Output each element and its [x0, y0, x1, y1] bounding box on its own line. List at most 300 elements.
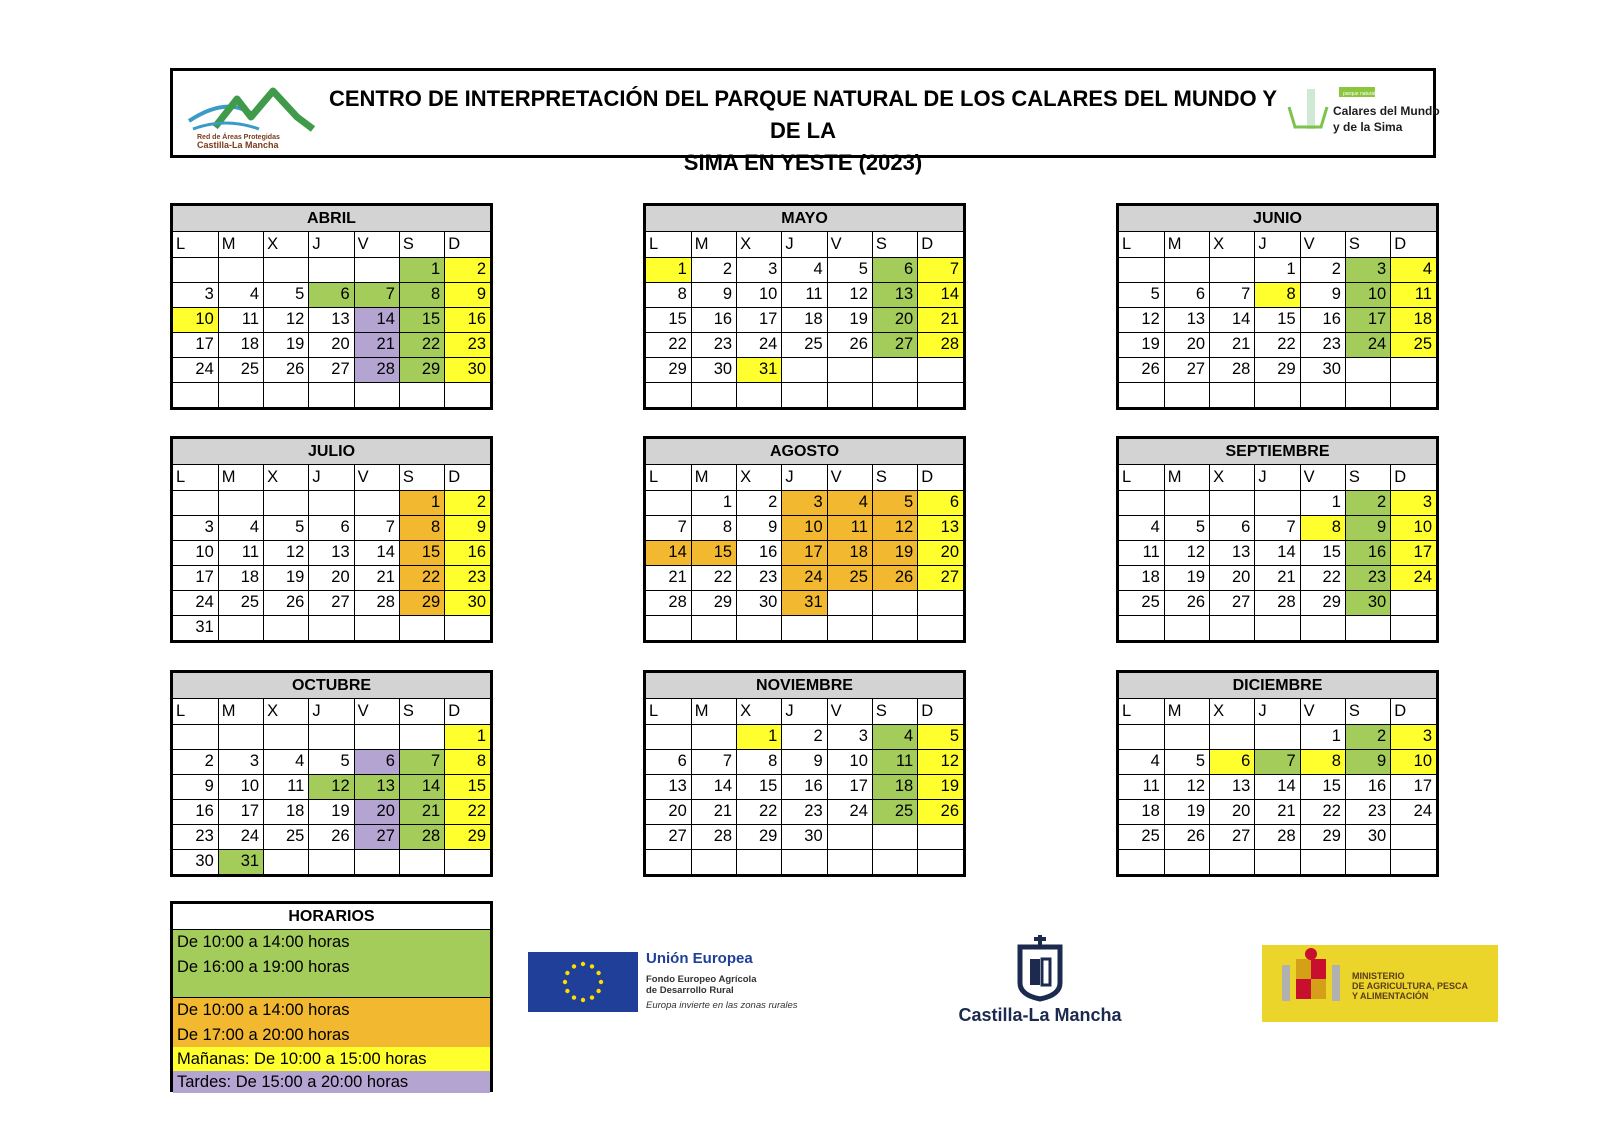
- day-cell: 22: [646, 332, 691, 357]
- weekday-header: V: [1300, 232, 1345, 257]
- day-cell: 8: [399, 515, 444, 540]
- day-cell: [1391, 590, 1436, 615]
- day-cell: 8: [399, 282, 444, 307]
- day-cell: [264, 615, 309, 640]
- week-row: [646, 307, 963, 332]
- day-cell: [646, 615, 691, 640]
- day-cell: 26: [827, 332, 872, 357]
- day-cell: 5: [827, 257, 872, 282]
- weekday-header-row: [173, 699, 490, 724]
- schedule-title: HORARIOS: [173, 904, 490, 930]
- day-cell: 13: [918, 515, 963, 540]
- day-cell: 14: [399, 774, 444, 799]
- day-cell: 7: [1210, 282, 1255, 307]
- weekday-header: S: [872, 465, 917, 490]
- month-diciembre: [1116, 670, 1439, 877]
- day-cell: [1210, 382, 1255, 407]
- week-row: [646, 565, 963, 590]
- day-cell: 18: [827, 540, 872, 565]
- day-cell: 2: [1345, 490, 1390, 515]
- schedule-yellow: [173, 1047, 490, 1071]
- day-cell: 26: [1164, 590, 1209, 615]
- day-cell: 19: [264, 565, 309, 590]
- day-cell: 23: [782, 799, 827, 824]
- weekday-header: S: [1345, 232, 1390, 257]
- day-cell: 11: [1119, 774, 1164, 799]
- day-cell: 29: [445, 824, 490, 849]
- day-cell: 13: [1210, 774, 1255, 799]
- day-cell: [1164, 724, 1209, 749]
- day-cell: 21: [1255, 565, 1300, 590]
- week-row: [646, 515, 963, 540]
- day-cell: [691, 615, 736, 640]
- day-cell: 16: [1300, 307, 1345, 332]
- weekday-header: L: [646, 465, 691, 490]
- week-row: [173, 515, 490, 540]
- eu-title: Unión Europea: [646, 950, 753, 967]
- svg-text:parque natural: parque natural: [1343, 91, 1376, 97]
- schedule-purple: [173, 1071, 490, 1093]
- day-cell: 3: [782, 490, 827, 515]
- day-cell: [737, 849, 782, 874]
- svg-text:Calares del Mundo: Calares del Mundo: [1333, 104, 1440, 118]
- day-cell: 14: [1255, 774, 1300, 799]
- weekday-header: J: [309, 699, 354, 724]
- month-table: [1119, 232, 1436, 407]
- day-cell: [1255, 724, 1300, 749]
- day-cell: 17: [173, 565, 218, 590]
- day-cell: [354, 849, 399, 874]
- day-cell: 26: [918, 799, 963, 824]
- week-row: [173, 382, 490, 407]
- week-row: [646, 749, 963, 774]
- day-cell: [1210, 257, 1255, 282]
- day-cell: 3: [737, 257, 782, 282]
- day-cell: 3: [218, 749, 263, 774]
- week-row: [173, 257, 490, 282]
- day-cell: 8: [691, 515, 736, 540]
- day-cell: 8: [445, 749, 490, 774]
- weekday-header-row: [1119, 232, 1436, 257]
- day-cell: 4: [218, 515, 263, 540]
- day-cell: 5: [872, 490, 917, 515]
- weekday-header: J: [1255, 465, 1300, 490]
- schedule-yellow-line: Mañanas: De 10:00 a 15:00 horas: [177, 1050, 427, 1068]
- day-cell: [354, 490, 399, 515]
- day-cell: 13: [309, 540, 354, 565]
- week-row: [1119, 749, 1436, 774]
- day-cell: 14: [354, 307, 399, 332]
- day-cell: [399, 382, 444, 407]
- day-cell: [737, 615, 782, 640]
- weekday-header: X: [1210, 232, 1255, 257]
- day-cell: 1: [691, 490, 736, 515]
- day-cell: 29: [399, 590, 444, 615]
- day-cell: 30: [691, 357, 736, 382]
- day-cell: 1: [399, 490, 444, 515]
- day-cell: 4: [782, 257, 827, 282]
- day-cell: 25: [782, 332, 827, 357]
- day-cell: 22: [399, 332, 444, 357]
- day-cell: 6: [918, 490, 963, 515]
- day-cell: 20: [646, 799, 691, 824]
- day-cell: 20: [918, 540, 963, 565]
- day-cell: [173, 490, 218, 515]
- day-cell: 19: [918, 774, 963, 799]
- day-cell: [1210, 849, 1255, 874]
- day-cell: 14: [918, 282, 963, 307]
- day-cell: [309, 257, 354, 282]
- day-cell: [1255, 849, 1300, 874]
- day-cell: [354, 724, 399, 749]
- weekday-header: D: [445, 699, 490, 724]
- day-cell: [445, 615, 490, 640]
- day-cell: 10: [1391, 749, 1436, 774]
- day-cell: [1119, 615, 1164, 640]
- day-cell: 9: [691, 282, 736, 307]
- month-name: NOVIEMBRE: [646, 673, 963, 699]
- week-row: [173, 565, 490, 590]
- day-cell: 9: [173, 774, 218, 799]
- day-cell: 22: [445, 799, 490, 824]
- day-cell: [399, 615, 444, 640]
- svg-text:Castilla-La Mancha: Castilla-La Mancha: [197, 140, 279, 150]
- day-cell: 6: [1164, 282, 1209, 307]
- day-cell: 25: [872, 799, 917, 824]
- day-cell: 5: [264, 282, 309, 307]
- day-cell: [827, 590, 872, 615]
- day-cell: 13: [354, 774, 399, 799]
- day-cell: 27: [872, 332, 917, 357]
- day-cell: [1255, 615, 1300, 640]
- weekday-header-row: [646, 232, 963, 257]
- day-cell: 4: [264, 749, 309, 774]
- day-cell: 30: [1300, 357, 1345, 382]
- weekday-header: J: [782, 699, 827, 724]
- day-cell: 27: [1210, 824, 1255, 849]
- day-cell: 17: [173, 332, 218, 357]
- day-cell: 11: [218, 540, 263, 565]
- week-row: [1119, 799, 1436, 824]
- day-cell: 16: [173, 799, 218, 824]
- day-cell: [1210, 490, 1255, 515]
- month-mayo: [643, 203, 966, 410]
- day-cell: 12: [1164, 774, 1209, 799]
- week-row: [646, 332, 963, 357]
- day-cell: 23: [445, 332, 490, 357]
- day-cell: 28: [354, 357, 399, 382]
- day-cell: 9: [1345, 515, 1390, 540]
- week-row: [173, 282, 490, 307]
- day-cell: [309, 615, 354, 640]
- day-cell: 15: [646, 307, 691, 332]
- schedule-orange: [173, 998, 490, 1047]
- month-name: ABRIL: [173, 206, 490, 232]
- day-cell: 23: [737, 565, 782, 590]
- day-cell: 30: [173, 849, 218, 874]
- month-julio: [170, 436, 493, 643]
- day-cell: 23: [1345, 565, 1390, 590]
- day-cell: 10: [782, 515, 827, 540]
- day-cell: [1345, 357, 1390, 382]
- day-cell: 7: [354, 515, 399, 540]
- day-cell: 7: [691, 749, 736, 774]
- day-cell: 3: [1391, 724, 1436, 749]
- day-cell: 15: [1300, 774, 1345, 799]
- weekday-header: M: [691, 232, 736, 257]
- day-cell: 5: [918, 724, 963, 749]
- day-cell: [173, 257, 218, 282]
- weekday-header: S: [872, 699, 917, 724]
- day-cell: 9: [1345, 749, 1390, 774]
- day-cell: [218, 724, 263, 749]
- day-cell: 25: [827, 565, 872, 590]
- day-cell: [264, 257, 309, 282]
- weekday-header: D: [445, 465, 490, 490]
- day-cell: 21: [354, 565, 399, 590]
- eu-fund-line-1: Fondo Europeo Agrícola: [646, 974, 757, 985]
- week-row: [1119, 357, 1436, 382]
- day-cell: 15: [1255, 307, 1300, 332]
- day-cell: [309, 849, 354, 874]
- weekday-header: X: [264, 232, 309, 257]
- week-row: [646, 357, 963, 382]
- day-cell: 8: [737, 749, 782, 774]
- day-cell: [445, 382, 490, 407]
- day-cell: 9: [445, 515, 490, 540]
- day-cell: [646, 382, 691, 407]
- day-cell: 22: [1255, 332, 1300, 357]
- day-cell: 26: [264, 590, 309, 615]
- day-cell: 19: [309, 799, 354, 824]
- day-cell: 21: [691, 799, 736, 824]
- day-cell: 31: [173, 615, 218, 640]
- day-cell: [1391, 824, 1436, 849]
- week-row: [646, 590, 963, 615]
- day-cell: [309, 382, 354, 407]
- schedule-green-line-1: De 10:00 a 14:00 horas: [177, 933, 350, 951]
- day-cell: 4: [827, 490, 872, 515]
- weekday-header: V: [827, 465, 872, 490]
- day-cell: 8: [1255, 282, 1300, 307]
- day-cell: 30: [1345, 590, 1390, 615]
- day-cell: 12: [309, 774, 354, 799]
- calares-del-mundo-logo: [1287, 85, 1440, 145]
- day-cell: 26: [309, 824, 354, 849]
- week-row: [1119, 590, 1436, 615]
- month-name: DICIEMBRE: [1119, 673, 1436, 699]
- weekday-header: L: [1119, 232, 1164, 257]
- week-row: [1119, 774, 1436, 799]
- day-cell: 11: [827, 515, 872, 540]
- day-cell: [309, 724, 354, 749]
- month-abril: [170, 203, 493, 410]
- week-row: [173, 307, 490, 332]
- day-cell: 18: [264, 799, 309, 824]
- eu-fund-line-2: de Desarrollo Rural: [646, 985, 734, 996]
- day-cell: 19: [872, 540, 917, 565]
- weekday-header: S: [399, 232, 444, 257]
- day-cell: 29: [1300, 590, 1345, 615]
- month-table: [173, 232, 490, 407]
- day-cell: 2: [1300, 257, 1345, 282]
- svg-text:Red de Áreas Protegidas: Red de Áreas Protegidas: [197, 134, 280, 141]
- day-cell: 28: [1210, 357, 1255, 382]
- day-cell: [309, 490, 354, 515]
- title-line-2: SIMA EN YESTE (2023): [683, 150, 923, 175]
- day-cell: [1300, 615, 1345, 640]
- week-row: [173, 724, 490, 749]
- day-cell: 10: [737, 282, 782, 307]
- day-cell: 30: [782, 824, 827, 849]
- day-cell: [264, 382, 309, 407]
- day-cell: [782, 615, 827, 640]
- weekday-header: J: [309, 232, 354, 257]
- day-cell: [1164, 849, 1209, 874]
- day-cell: 17: [218, 799, 263, 824]
- schedule-orange-line-2: De 17:00 a 20:00 horas: [177, 1026, 350, 1044]
- day-cell: [1119, 849, 1164, 874]
- week-row: [173, 824, 490, 849]
- day-cell: [872, 590, 917, 615]
- day-cell: 9: [737, 515, 782, 540]
- week-row: [173, 540, 490, 565]
- day-cell: 28: [918, 332, 963, 357]
- day-cell: 6: [646, 749, 691, 774]
- castilla-la-mancha-logo: [950, 935, 1130, 1025]
- day-cell: [872, 824, 917, 849]
- week-row: [173, 332, 490, 357]
- day-cell: [264, 849, 309, 874]
- day-cell: [872, 357, 917, 382]
- day-cell: 28: [691, 824, 736, 849]
- day-cell: 20: [1210, 565, 1255, 590]
- day-cell: 17: [827, 774, 872, 799]
- day-cell: [218, 382, 263, 407]
- weekday-header-row: [646, 699, 963, 724]
- week-row: [646, 615, 963, 640]
- day-cell: 27: [309, 357, 354, 382]
- day-cell: [827, 615, 872, 640]
- day-cell: [1210, 724, 1255, 749]
- weekday-header: M: [691, 699, 736, 724]
- week-row: [1119, 282, 1436, 307]
- day-cell: 19: [827, 307, 872, 332]
- day-cell: 27: [646, 824, 691, 849]
- day-cell: 23: [173, 824, 218, 849]
- day-cell: 29: [691, 590, 736, 615]
- day-cell: [782, 849, 827, 874]
- day-cell: 15: [399, 307, 444, 332]
- page-title: [321, 83, 1285, 179]
- day-cell: [1119, 490, 1164, 515]
- weekday-header: J: [782, 232, 827, 257]
- eu-slogan: Europa invierte en las zonas rurales: [646, 1000, 798, 1011]
- schedule-orange-line-1: De 10:00 a 14:00 horas: [177, 1001, 350, 1019]
- week-row: [173, 799, 490, 824]
- weekday-header: M: [218, 232, 263, 257]
- day-cell: 13: [309, 307, 354, 332]
- week-row: [646, 799, 963, 824]
- day-cell: [1345, 615, 1390, 640]
- day-cell: [1119, 257, 1164, 282]
- day-cell: 17: [1391, 540, 1436, 565]
- day-cell: [1391, 849, 1436, 874]
- page-header: [170, 68, 1440, 175]
- day-cell: [827, 357, 872, 382]
- day-cell: 21: [1210, 332, 1255, 357]
- day-cell: 22: [737, 799, 782, 824]
- day-cell: 28: [1255, 824, 1300, 849]
- svg-text:y de la Sima: y de la Sima: [1333, 120, 1403, 134]
- week-row: [1119, 724, 1436, 749]
- day-cell: 18: [1119, 799, 1164, 824]
- day-cell: 10: [173, 540, 218, 565]
- weekday-header: M: [691, 465, 736, 490]
- day-cell: 25: [1119, 590, 1164, 615]
- day-cell: 25: [1119, 824, 1164, 849]
- weekday-header: L: [646, 699, 691, 724]
- day-cell: 27: [309, 590, 354, 615]
- day-cell: [918, 590, 963, 615]
- weekday-header: X: [737, 465, 782, 490]
- day-cell: [1119, 382, 1164, 407]
- day-cell: 1: [737, 724, 782, 749]
- day-cell: 4: [1119, 749, 1164, 774]
- weekday-header: S: [1345, 465, 1390, 490]
- day-cell: [218, 257, 263, 282]
- ministerio-agricultura-logo: [1262, 945, 1498, 1022]
- clm-emblem-icon: [950, 935, 1130, 1005]
- day-cell: 20: [1210, 799, 1255, 824]
- week-row: [173, 357, 490, 382]
- weekday-header-row: [646, 465, 963, 490]
- day-cell: 7: [1255, 749, 1300, 774]
- day-cell: [264, 490, 309, 515]
- day-cell: 11: [1391, 282, 1436, 307]
- weekday-header: X: [737, 232, 782, 257]
- day-cell: 3: [827, 724, 872, 749]
- weekday-header: S: [399, 699, 444, 724]
- month-table: [646, 232, 963, 407]
- day-cell: 17: [1391, 774, 1436, 799]
- eu-fund-text: [646, 974, 826, 996]
- day-cell: [691, 849, 736, 874]
- weekday-header: D: [1391, 699, 1436, 724]
- day-cell: 1: [1300, 724, 1345, 749]
- day-cell: 16: [445, 540, 490, 565]
- week-row: [646, 257, 963, 282]
- weekday-header: X: [264, 699, 309, 724]
- day-cell: 2: [691, 257, 736, 282]
- weekday-header-row: [173, 465, 490, 490]
- weekday-header: V: [1300, 699, 1345, 724]
- day-cell: [399, 849, 444, 874]
- week-row: [173, 490, 490, 515]
- week-row: [1119, 540, 1436, 565]
- day-cell: 31: [782, 590, 827, 615]
- day-cell: 16: [1345, 540, 1390, 565]
- day-cell: 28: [354, 590, 399, 615]
- day-cell: 10: [173, 307, 218, 332]
- day-cell: 7: [918, 257, 963, 282]
- week-row: [1119, 565, 1436, 590]
- day-cell: [646, 849, 691, 874]
- weekday-header: V: [354, 465, 399, 490]
- day-cell: 15: [737, 774, 782, 799]
- day-cell: 23: [445, 565, 490, 590]
- day-cell: [646, 490, 691, 515]
